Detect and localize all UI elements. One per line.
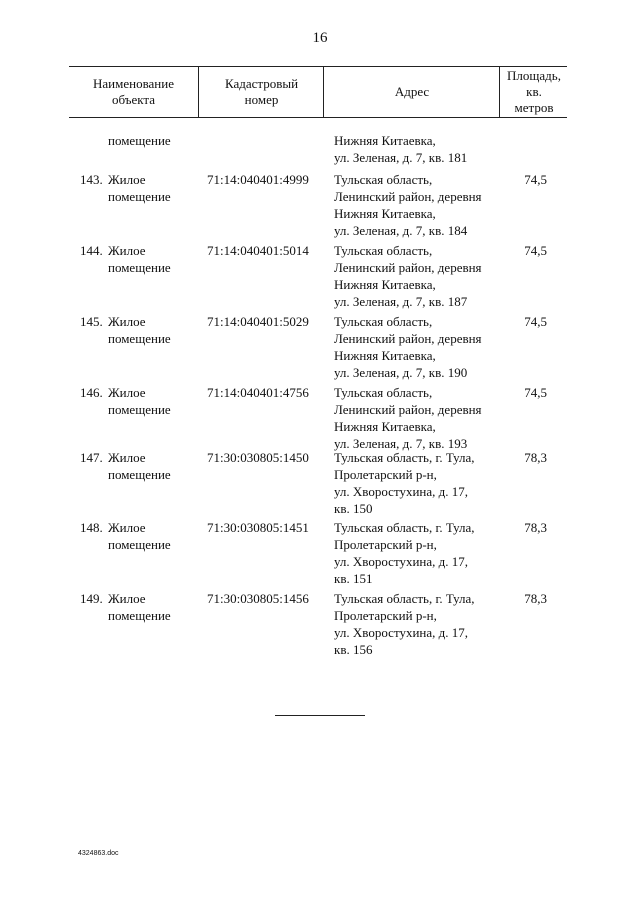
row-object-name: Жилое помещение [108, 243, 171, 275]
page-number: 16 [312, 30, 328, 46]
row-object-name: Жилое помещение [108, 172, 171, 204]
row-cadastral-number: 71:14:040401:4756 [207, 385, 309, 400]
header-area: Площадь, кв. метров [499, 67, 568, 117]
row-cadastral-number: 71:30:030805:1451 [207, 520, 309, 535]
row-cadastral-number: 71:30:030805:1450 [207, 450, 309, 465]
row-area: 74,5 [524, 243, 547, 258]
row-number: 149. [80, 591, 103, 606]
row-number: 147. [80, 450, 103, 465]
row-address: Тульская область, Ленинский район, деревня Нижняя Китаевка, ул. Зеленая, д. 7, кв. 187 [334, 243, 482, 309]
row-address: Тульская область, г. Тула, Пролетарский р-н, ул. Хворостухина, д. 17, кв. 151 [334, 520, 475, 586]
row-address: Нижняя Китаевка, ул. Зеленая, д. 7, кв. 181 [334, 133, 468, 165]
row-object-name: Жилое помещение [108, 314, 171, 346]
table-header [69, 66, 567, 118]
row-area: 78,3 [524, 520, 547, 535]
row-cadastral-number: 71:14:040401:5014 [207, 243, 309, 258]
header-object-name: Наименование объекта [93, 76, 174, 107]
row-area: 78,3 [524, 450, 547, 465]
row-object-name: Жилое помещение [108, 591, 171, 623]
header-cadastral-number: Кадастровый номер [198, 67, 324, 117]
row-number: 146. [80, 385, 103, 400]
row-cadastral-number: 71:14:040401:5029 [207, 314, 309, 329]
row-address: Тульская область, г. Тула, Пролетарский р-н, ул. Хворостухина, д. 17, кв. 150 [334, 450, 475, 516]
row-object-name: помещение [108, 133, 171, 148]
header-address: Адрес [323, 67, 500, 117]
row-address: Тульская область, Ленинский район, деревня Нижняя Китаевка, ул. Зеленая, д. 7, кв. 193 [334, 385, 482, 451]
row-number: 144. [80, 243, 103, 258]
end-of-table-rule [275, 715, 365, 716]
row-number: 148. [80, 520, 103, 535]
row-address: Тульская область, Ленинский район, деревня Нижняя Китаевка, ул. Зеленая, д. 7, кв. 184 [334, 172, 482, 238]
row-cadastral-number: 71:14:040401:4999 [207, 172, 309, 187]
row-address: Тульская область, Ленинский район, деревня Нижняя Китаевка, ул. Зеленая, д. 7, кв. 190 [334, 314, 482, 380]
row-address: Тульская область, г. Тула, Пролетарский р-н, ул. Хворостухина, д. 17, кв. 156 [334, 591, 475, 657]
row-area: 78,3 [524, 591, 547, 606]
row-number: 143. [80, 172, 103, 187]
row-object-name: Жилое помещение [108, 385, 171, 417]
row-object-name: Жилое помещение [108, 520, 171, 552]
row-number: 145. [80, 314, 103, 329]
row-object-name: Жилое помещение [108, 450, 171, 482]
row-area: 74,5 [524, 314, 547, 329]
row-area: 74,5 [524, 172, 547, 187]
row-cadastral-number: 71:30:030805:1456 [207, 591, 309, 606]
footer-file-name: 4324863.doc [78, 850, 119, 857]
row-area: 74,5 [524, 385, 547, 400]
